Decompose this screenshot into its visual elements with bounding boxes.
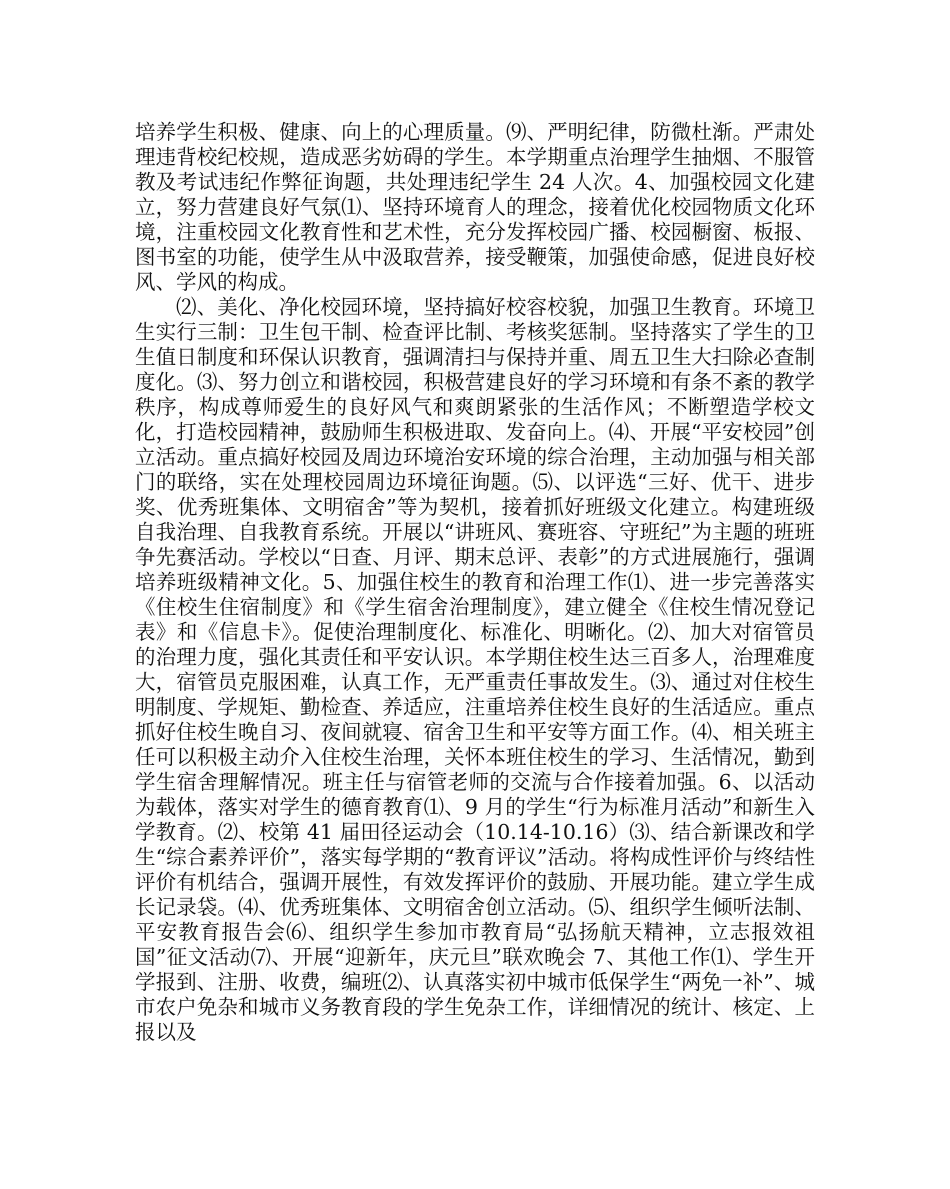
document-body (135, 120, 815, 1045)
paragraph-1: 培养学生积极、健康、向上的心理质量。⑼、严明纪律，防微杜渐。严肃处理违背校纪校规，造成恶劣妨碍的学生。本学期重点治理学生抽烟、不服管教及考试违纪作弊征询题，共处理违纪学生 24 人次。4、加强校园文化建立，努力营建良好气氛⑴、坚持环境育人的理念，接着优化校园物质文化环境，注重校园文化教育性和艺术性，充分发挥校园广播、校园橱窗、板报、图书室的功能，使学生从中汲取营养，接受鞭策，加强使命感，促进良好校风、学风的构成。 (135, 120, 815, 294)
paragraph-2: ⑵、美化、净化校园环境，坚持搞好校容校貌，加强卫生教育。环境卫生实行三制：卫生包干制、检查评比制、考核奖惩制。坚持落实了学生的卫生值日制度和环保认识教育，强调清扫与保持并重、周五卫生大扫除必查制度化。⑶、努力创立和谐校园，积极营建良好的学习环境和有条不紊的教学秩序，构成尊师爱生的良好风气和爽朗紧张的生活作风；不断塑造学校文化，打造校园精神，鼓励师生积极进取、发奋向上。⑷、开展“平安校园”创立活动。重点搞好校园及周边环境治安环境的综合治理，主动加强与相关部门的联络，实在处理校园周边环境征询题。⑸、以评选“三好、优干、进步奖、优秀班集体、文明宿舍”等为契机，接着抓好班级文化建立。构建班级自我治理、自我教育系统。开展以“讲班风、赛班容、守班纪”为主题的班班争先赛活动。学校以“日查、月评、期末总评、表彰”的方式进展施行，强调培养班级精神文化。5、加强住校生的教育和治理工作⑴、进一步完善落实《住校生住宿制度》和《学生宿舍治理制度》，建立健全《住校生情况登记表》和《信息卡》。促使治理制度化、标准化、明晰化。⑵、加大对宿管员的治理力度，强化其责任和平安认识。本学期住校生达三百多人，治理难度大，宿管员克服困难，认真工作，无严重责任事故发生。⑶、通过对住校生明制度、学规矩、勤检查、养适应，注重培养住校生良好的生活适应。重点抓好住校生晚自习、夜间就寝、宿舍卫生和平安等方面工作。⑷、相关班主任可以积极主动介入住校生治理，关怀本班住校生的学习、生活情况，勤到学生宿舍理解情况。班主任与宿管老师的交流与合作接着加强。6、以活动为载体，落实对学生的德育教育⑴、9 月的学生“行为标准月活动”和新生入学教育。⑵、校第 41 届田径运动会（10.14-10.16）⑶、结合新课改和学生“综合素养评价”，落实每学期的“教育评议”活动。将构成性评价与终结性评价有机结合，强调开展性，有效发挥评价的鼓励、开展功能。建立学生成长记录袋。⑷、优秀班集体、文明宿舍创立活动。⑸、组织学生倾听法制、平安教育报告会⑹、组织学生参加市教育局“弘扬航天精神，立志报效祖国”征文活动⑺、开展“迎新年，庆元旦”联欢晚会 7、其他工作⑴、学生开学报到、注册、收费，编班⑵、认真落实初中城市低保学生“两免一补”、城市农户免杂和城市义务教育段的学生免杂工作，详细情况的统计、核定、上报以及 (135, 295, 815, 1044)
